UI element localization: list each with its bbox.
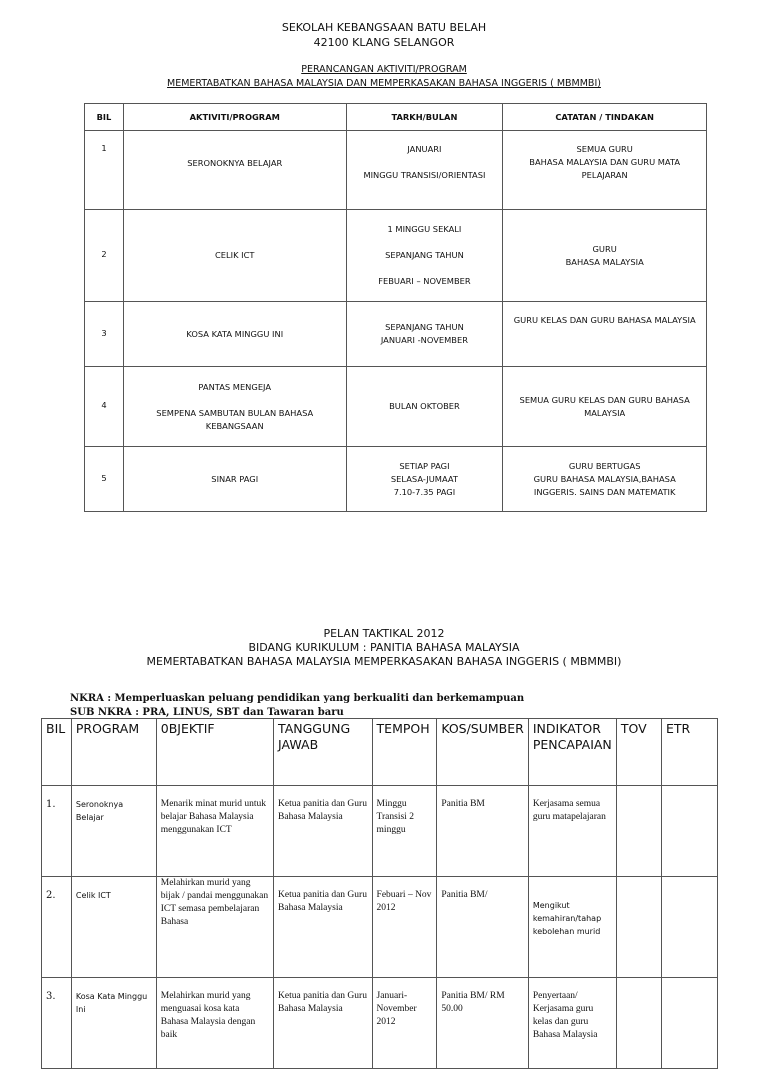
tactical-plan-table <box>41 718 718 1069</box>
col-tanggungjawab: TANGGUNG JAWAB <box>274 719 373 786</box>
row-etr <box>661 978 717 1069</box>
row-objektif: Melahirkan murid yang menguasai kosa kata Bahasa Malaysia dengan baik <box>156 978 273 1069</box>
row-catatan-line: PELAJARAN <box>581 170 628 180</box>
activity-row <box>85 302 707 367</box>
row-bil: 3 <box>85 302 124 367</box>
row-tov <box>616 978 661 1069</box>
row-tanggungjawab: Ketua panitia dan Guru Bahasa Malaysia <box>274 786 373 877</box>
row-tarikh <box>346 210 503 302</box>
row-program-line: SEMPENA SAMBUTAN BULAN BAHASA <box>156 408 314 418</box>
row-tarikh-line <box>351 156 499 169</box>
tactical-plan-heading <box>0 627 768 669</box>
row-catatan-line: GURU KELAS DAN GURU BAHASA MALAYSIA <box>513 315 696 325</box>
tactical-row <box>42 978 718 1069</box>
row-tarikh-line: SETIAP PAGI <box>399 461 450 471</box>
row-catatan-line: GURU <box>592 244 617 254</box>
activity-table-header <box>85 104 707 131</box>
col-kos-sumber: KOS/SUMBER <box>437 719 529 786</box>
row-bil: 2. <box>42 877 72 978</box>
row-tarikh <box>346 131 503 210</box>
col-indikator: INDIKATOR PENCAPAIAN <box>528 719 616 786</box>
plan-title: PERANCANGAN AKTIVITI/PROGRAM <box>301 64 467 75</box>
row-program: Kosa Kata Minggu Ini <box>71 978 156 1069</box>
row-catatan <box>503 302 707 367</box>
row-program-line: SERONOKNYA BELAJAR <box>187 158 283 168</box>
activity-row <box>85 447 707 512</box>
row-tarikh <box>346 367 503 447</box>
row-tarikh-line: SEPANJANG TAHUN <box>385 322 464 332</box>
row-catatan-line: GURU BAHASA MALAYSIA,BAHASA <box>533 474 676 484</box>
col-catatan: CATATAN / TINDAKAN <box>503 104 707 131</box>
row-program-line <box>128 394 342 407</box>
row-catatan <box>503 210 707 302</box>
col-program: PROGRAM <box>71 719 156 786</box>
row-tempoh: Minggu Transisi 2 minggu <box>372 786 437 877</box>
row-tarikh-line: SELASA-JUMAAT <box>390 474 458 484</box>
row-program <box>123 447 346 512</box>
tactical-plan-subtitle2: MEMERTABATKAN BAHASA MALAYSIA MEMPERKASAKAN BAHASA INGGERIS ( MBMMBI) <box>146 655 622 668</box>
school-address: 42100 KLANG SELANGOR <box>313 36 455 49</box>
col-etr: ETR <box>661 719 717 786</box>
row-catatan-line: SEMUA GURU KELAS DAN GURU BAHASA <box>519 395 690 405</box>
row-tarikh-line: BULAN OKTOBER <box>389 401 460 411</box>
row-catatan-line: MALAYSIA <box>584 408 626 418</box>
row-bil: 3. <box>42 978 72 1069</box>
row-tarikh-line: 1 MINGGU SEKALI <box>387 224 462 234</box>
row-catatan <box>503 447 707 512</box>
row-bil: 2 <box>85 210 124 302</box>
row-indikator: Penyertaan/ Kerjasama guru kelas dan guru Bahasa Malaysia <box>528 978 616 1069</box>
row-program <box>123 302 346 367</box>
row-tarikh-line: JANUARI -NOVEMBER <box>380 335 469 345</box>
col-tov: TOV <box>616 719 661 786</box>
row-program: Celik ICT <box>71 877 156 978</box>
row-catatan-line: BAHASA MALAYSIA <box>565 257 644 267</box>
col-tempoh: TEMPOH <box>372 719 437 786</box>
row-program-line: PANTAS MENGEJA <box>198 382 272 392</box>
tactical-table-header <box>42 719 718 786</box>
school-name: SEKOLAH KEBANGSAAN BATU BELAH <box>281 21 487 34</box>
row-program <box>123 131 346 210</box>
sub-nkra-line: SUB NKRA : PRA, LINUS, SBT dan Tawaran baru <box>70 707 344 718</box>
row-tarikh-line <box>351 236 499 249</box>
row-tarikh <box>346 302 503 367</box>
row-tarikh <box>346 447 503 512</box>
row-kos: Panitia BM/ <box>437 877 529 978</box>
row-tov <box>616 877 661 978</box>
nkra-block <box>70 692 524 720</box>
row-tanggungjawab: Ketua panitia dan Guru Bahasa Malaysia <box>274 978 373 1069</box>
nkra-line: NKRA : Memperluaskan peluang pendidikan yang berkualiti dan berkemampuan <box>70 693 525 704</box>
row-bil: 5 <box>85 447 124 512</box>
plan-subtitle: MEMERTABATKAN BAHASA MALAYSIA DAN MEMPERKASAKAN BAHASA INGGERIS ( MBMMBI) <box>167 78 601 89</box>
row-bil: 4 <box>85 367 124 447</box>
col-bil: BIL <box>42 719 72 786</box>
row-tarikh-line: JANUARI <box>407 144 442 154</box>
activity-row <box>85 210 707 302</box>
activity-row <box>85 131 707 210</box>
row-kos: Panitia BM <box>437 786 529 877</box>
row-catatan-line: SEMUA GURU <box>576 144 633 154</box>
col-tarikh: TARKH/BULAN <box>346 104 503 131</box>
row-etr <box>661 877 717 978</box>
row-program: Seronoknya Belajar <box>71 786 156 877</box>
plan-heading <box>0 63 768 91</box>
activity-table <box>84 103 707 512</box>
row-program <box>123 210 346 302</box>
row-indikator: Kerjasama semua guru matapelajaran <box>528 786 616 877</box>
row-objektif: Melahirkan murid yang bijak / pandai menggunakan ICT semasa pembelajaran Bahasa <box>156 877 273 978</box>
row-bil: 1. <box>42 786 72 877</box>
col-objektif: 0BJEKTIF <box>156 719 273 786</box>
row-tarikh-line: FEBUARI – NOVEMBER <box>378 276 471 286</box>
row-tarikh-line: SEPANJANG TAHUN <box>385 250 464 260</box>
row-program-line: KOSA KATA MINGGU INI <box>186 329 284 339</box>
tactical-plan-subtitle: BIDANG KURIKULUM : PANITIA BAHASA MALAYSIA <box>248 641 520 654</box>
row-tarikh-line: 7.10-7.35 PAGI <box>393 487 456 497</box>
row-objektif: Menarik minat murid untuk belajar Bahasa Malaysia menggunakan ICT <box>156 786 273 877</box>
row-tov <box>616 786 661 877</box>
col-aktiviti: AKTIVITI/PROGRAM <box>123 104 346 131</box>
tactical-row <box>42 877 718 978</box>
col-bil: BIL <box>85 104 124 131</box>
row-bil: 1 <box>85 131 124 210</box>
row-catatan-line: INGGERIS. SAINS DAN MATEMATIK <box>533 487 676 497</box>
row-kos: Panitia BM/ RM 50.00 <box>437 978 529 1069</box>
row-program-line: CELIK ICT <box>214 250 255 260</box>
activity-row <box>85 367 707 447</box>
tactical-plan-title: PELAN TAKTIKAL 2012 <box>323 627 445 640</box>
document-header <box>0 20 768 50</box>
row-tempoh: Febuari – Nov 2012 <box>372 877 437 978</box>
row-indikator: Mengikut kemahiran/tahap kebolehan murid <box>528 877 616 978</box>
tactical-row <box>42 786 718 877</box>
row-catatan <box>503 367 707 447</box>
row-tarikh-line <box>351 262 499 275</box>
row-tempoh: Januari- November 2012 <box>372 978 437 1069</box>
row-tanggungjawab: Ketua panitia dan Guru Bahasa Malaysia <box>274 877 373 978</box>
row-catatan-line: GURU BERTUGAS <box>568 461 641 471</box>
row-etr <box>661 786 717 877</box>
row-catatan-line: BAHASA MALAYSIA DAN GURU MATA <box>529 157 681 167</box>
row-catatan <box>503 131 707 210</box>
row-program-line: KEBANGSAAN <box>205 421 264 431</box>
row-program-line: SINAR PAGI <box>211 474 259 484</box>
row-tarikh-line: MINGGU TRANSISI/ORIENTASI <box>363 170 486 180</box>
row-program <box>123 367 346 447</box>
